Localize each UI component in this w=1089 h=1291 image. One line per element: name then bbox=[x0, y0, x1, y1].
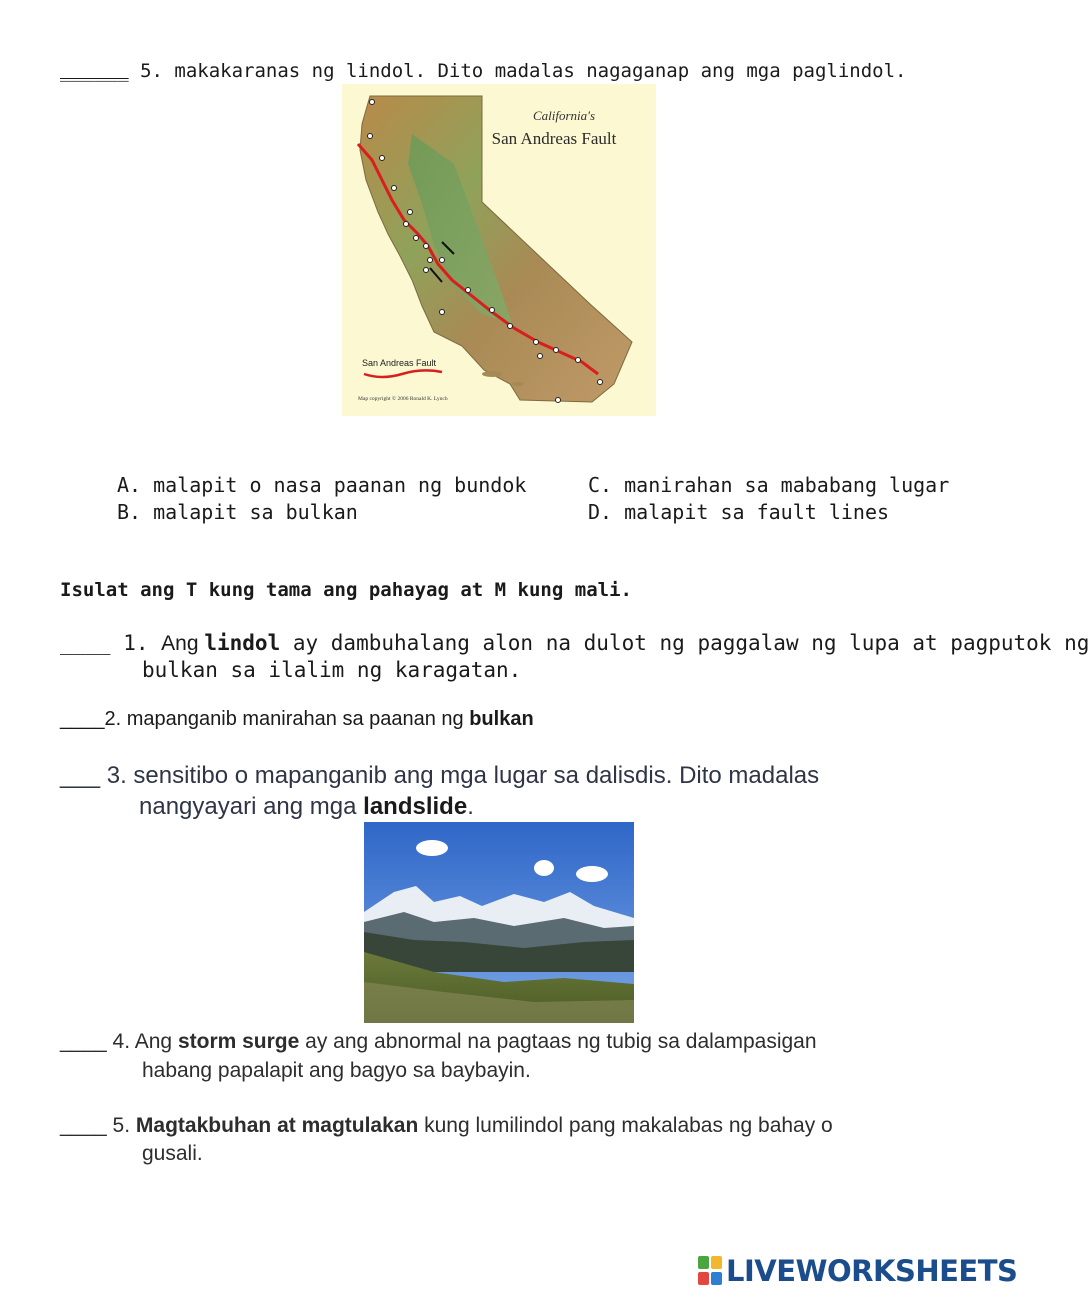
item-text: 3. sensitibo o mapanganib ang mga lugar sa dalisdis. Dito madalas bbox=[100, 762, 820, 789]
instruction-heading: Isulat ang T kung tama ang pahayag at M kung mali. bbox=[60, 579, 632, 601]
item-text-post: ay dambuhalang alon na dulot ng paggalaw ng lupa at pagputok ng bbox=[280, 631, 1089, 655]
answer-blank[interactable]: ____ bbox=[60, 1030, 107, 1053]
answer-blank[interactable]: ____ bbox=[60, 708, 105, 730]
item-1 bbox=[60, 631, 1089, 656]
item-text-post: . bbox=[467, 793, 474, 820]
question-text: 5. makakaranas ng lindol. Dito madalas nagaganap ang mga paglindol. bbox=[128, 60, 907, 82]
answer-blank[interactable]: ___ bbox=[60, 762, 101, 789]
choice-d: D. malapit sa fault lines bbox=[588, 500, 890, 524]
item-number: 1. bbox=[110, 631, 162, 655]
answer-blank[interactable]: ______ bbox=[60, 60, 129, 82]
item-1-continuation: bulkan sa ilalim ng karagatan. bbox=[142, 658, 522, 682]
liveworksheets-logo bbox=[698, 1254, 1017, 1288]
item-keyword: bulkan bbox=[469, 708, 534, 730]
item-text-pre: 4. Ang bbox=[106, 1030, 178, 1053]
item-2 bbox=[60, 708, 534, 731]
choice-a: A. malapit o nasa paanan ng bundok bbox=[117, 473, 527, 497]
item-number: 5. bbox=[106, 1114, 136, 1137]
choice-b: B. malapit sa bulkan bbox=[117, 500, 358, 524]
san-andreas-fault-map bbox=[342, 84, 656, 416]
item-keyword: storm surge bbox=[177, 1030, 300, 1053]
logo-wordmark: LIVEWORKSHEETS bbox=[726, 1254, 1018, 1288]
item-keyword: landslide bbox=[363, 793, 468, 820]
liveworksheets-logo-icon bbox=[698, 1256, 722, 1286]
item-keyword: lindol bbox=[204, 631, 281, 655]
item-text-pre: nangyayari ang mga bbox=[139, 793, 364, 820]
answer-blank[interactable]: ____ bbox=[60, 631, 111, 655]
item-3 bbox=[60, 762, 819, 790]
map-legend-label: San Andreas Fault bbox=[362, 358, 437, 368]
mountain-landscape-photo bbox=[364, 822, 634, 1023]
choice-c: C. manirahan sa mababang lugar bbox=[588, 473, 950, 497]
item-keyword: Magtakbuhan at magtulakan bbox=[135, 1114, 419, 1137]
item-3-continuation bbox=[139, 793, 474, 821]
item-text-pre: Ang bbox=[161, 632, 205, 655]
item-4-continuation: habang papalapit ang bagyo sa baybayin. bbox=[142, 1059, 531, 1082]
item-5 bbox=[60, 1114, 833, 1138]
item-text-post: ay ang abnormal na pagtaas ng tubig sa dalampasigan bbox=[299, 1030, 817, 1053]
answer-blank[interactable]: ____ bbox=[60, 1114, 107, 1137]
item-5-continuation: gusali. bbox=[142, 1142, 203, 1165]
item-text-post: kung lumilindol pang makalabas ng bahay o bbox=[418, 1114, 833, 1137]
map-title-line1: California's bbox=[532, 108, 596, 123]
map-title-line2: San Andreas Fault bbox=[491, 129, 617, 148]
item-4 bbox=[60, 1030, 817, 1054]
map-copyright: Map copyright © 2006 Ronald K. Lynch bbox=[358, 396, 448, 402]
item-text: 2. mapanganib manirahan sa paanan ng bbox=[104, 708, 470, 730]
legend-fault-swatch bbox=[364, 370, 442, 377]
question-5-top bbox=[60, 60, 907, 82]
